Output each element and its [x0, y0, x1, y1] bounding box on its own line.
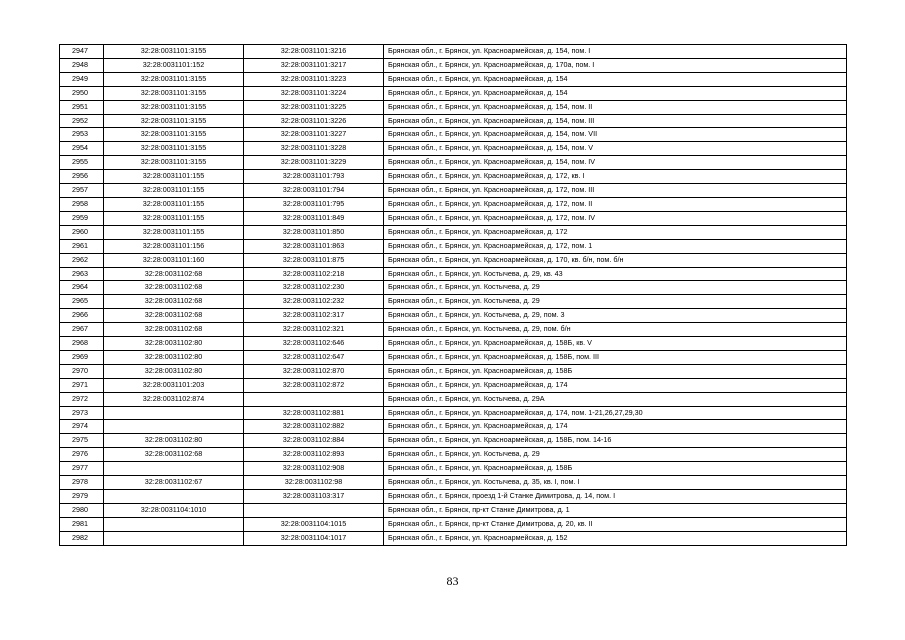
- table-row: [60, 100, 847, 114]
- cadastral-number-cell: [244, 392, 384, 406]
- parent-cadastral-number-cell: 32:28:0031101:3155: [104, 86, 244, 100]
- parent-cadastral-number-cell: 32:28:0031102:68: [104, 309, 244, 323]
- cadastral-number-cell: 32:28:0031102:893: [244, 448, 384, 462]
- row-number-cell: 2965: [60, 295, 104, 309]
- parent-cadastral-number-cell: 32:28:0031101:155: [104, 197, 244, 211]
- parent-cadastral-number-cell: 32:28:0031102:68: [104, 267, 244, 281]
- row-number-cell: 2962: [60, 253, 104, 267]
- row-number-cell: 2961: [60, 239, 104, 253]
- row-number-cell: 2970: [60, 364, 104, 378]
- table-row: [60, 378, 847, 392]
- row-number-cell: 2960: [60, 225, 104, 239]
- parent-cadastral-number-cell: 32:28:0031102:874: [104, 392, 244, 406]
- table-row: [60, 225, 847, 239]
- address-cell: Брянская обл., г. Брянск, ул. Красноармейская, д. 158Б: [384, 462, 847, 476]
- address-cell: Брянская обл., г. Брянск, ул. Красноармейская, д. 174: [384, 378, 847, 392]
- table-row: [60, 517, 847, 531]
- address-cell: Брянская обл., г. Брянск, ул. Красноармейская, д. 158Б, пом. III: [384, 350, 847, 364]
- address-cell: Брянская обл., г. Брянск, ул. Красноармейская, д. 154, пом. IV: [384, 156, 847, 170]
- address-cell: Брянская обл., г. Брянск, ул. Костычева, д. 29, пом. б/н: [384, 323, 847, 337]
- table-row: [60, 142, 847, 156]
- parent-cadastral-number-cell: [104, 420, 244, 434]
- cadastral-number-cell: 32:28:0031101:3223: [244, 72, 384, 86]
- row-number-cell: 2952: [60, 114, 104, 128]
- cadastral-number-cell: 32:28:0031101:795: [244, 197, 384, 211]
- row-number-cell: 2966: [60, 309, 104, 323]
- address-cell: Брянская обл., г. Брянск, ул. Красноармейская, д. 154, пом. III: [384, 114, 847, 128]
- table-row: [60, 309, 847, 323]
- table-row: [60, 114, 847, 128]
- parent-cadastral-number-cell: 32:28:0031102:80: [104, 434, 244, 448]
- parent-cadastral-number-cell: 32:28:0031102:68: [104, 281, 244, 295]
- parent-cadastral-number-cell: 32:28:0031101:3155: [104, 156, 244, 170]
- parent-cadastral-number-cell: 32:28:0031102:67: [104, 476, 244, 490]
- cadastral-number-cell: 32:28:0031101:3226: [244, 114, 384, 128]
- address-cell: Брянская обл., г. Брянск, ул. Костычева, д. 29А: [384, 392, 847, 406]
- row-number-cell: 2974: [60, 420, 104, 434]
- row-number-cell: 2975: [60, 434, 104, 448]
- row-number-cell: 2979: [60, 490, 104, 504]
- table-row: [60, 128, 847, 142]
- table-row: [60, 86, 847, 100]
- cadastral-number-cell: 32:28:0031102:881: [244, 406, 384, 420]
- address-cell: Брянская обл., г. Брянск, ул. Красноармейская, д. 172, кв. I: [384, 170, 847, 184]
- cadastral-number-cell: 32:28:0031102:882: [244, 420, 384, 434]
- parent-cadastral-number-cell: 32:28:0031101:3155: [104, 72, 244, 86]
- cadastral-number-cell: 32:28:0031102:232: [244, 295, 384, 309]
- parent-cadastral-number-cell: 32:28:0031101:155: [104, 170, 244, 184]
- parent-cadastral-number-cell: 32:28:0031101:152: [104, 58, 244, 72]
- parent-cadastral-number-cell: 32:28:0031101:155: [104, 211, 244, 225]
- cadastral-number-cell: 32:28:0031101:3225: [244, 100, 384, 114]
- address-cell: Брянская обл., г. Брянск, ул. Красноармейская, д. 174, пом. 1-21,26,27,29,30: [384, 406, 847, 420]
- parent-cadastral-number-cell: 32:28:0031101:3155: [104, 114, 244, 128]
- row-number-cell: 2963: [60, 267, 104, 281]
- address-cell: Брянская обл., г. Брянск, пр-кт Станке Димитрова, д. 20, кв. II: [384, 517, 847, 531]
- cadastral-number-cell: 32:28:0031102:218: [244, 267, 384, 281]
- parent-cadastral-number-cell: 32:28:0031101:155: [104, 225, 244, 239]
- address-cell: Брянская обл., г. Брянск, ул. Красноармейская, д. 170а, пом. I: [384, 58, 847, 72]
- parent-cadastral-number-cell: 32:28:0031102:80: [104, 350, 244, 364]
- cadastral-number-cell: 32:28:0031102:230: [244, 281, 384, 295]
- cadastral-number-cell: 32:28:0031101:863: [244, 239, 384, 253]
- parent-cadastral-number-cell: [104, 490, 244, 504]
- row-number-cell: 2951: [60, 100, 104, 114]
- table-row: [60, 184, 847, 198]
- cadastral-number-cell: 32:28:0031103:317: [244, 490, 384, 504]
- address-cell: Брянская обл., г. Брянск, ул. Красноармейская, д. 154: [384, 86, 847, 100]
- address-cell: Брянская обл., г. Брянск, ул. Красноармейская, д. 174: [384, 420, 847, 434]
- address-cell: Брянская обл., г. Брянск, ул. Красноармейская, д. 152: [384, 531, 847, 545]
- address-cell: Брянская обл., г. Брянск, ул. Красноармейская, д. 158Б: [384, 364, 847, 378]
- table-row: [60, 156, 847, 170]
- row-number-cell: 2957: [60, 184, 104, 198]
- row-number-cell: 2948: [60, 58, 104, 72]
- row-number-cell: 2949: [60, 72, 104, 86]
- address-cell: Брянская обл., г. Брянск, ул. Красноармейская, д. 154, пом. VII: [384, 128, 847, 142]
- address-cell: Брянская обл., г. Брянск, ул. Костычева, д. 29: [384, 448, 847, 462]
- table-row: [60, 323, 847, 337]
- address-cell: Брянская обл., г. Брянск, ул. Красноармейская, д. 158Б, пом. 14-16: [384, 434, 847, 448]
- address-cell: Брянская обл., г. Брянск, ул. Красноармейская, д. 172, пом. II: [384, 197, 847, 211]
- address-cell: Брянская обл., г. Брянск, ул. Костычева, д. 29, пом. 3: [384, 309, 847, 323]
- page-number: 83: [446, 574, 459, 588]
- cadastral-number-cell: 32:28:0031101:849: [244, 211, 384, 225]
- parent-cadastral-number-cell: 32:28:0031101:155: [104, 184, 244, 198]
- cadastral-number-cell: 32:28:0031101:875: [244, 253, 384, 267]
- address-cell: Брянская обл., г. Брянск, ул. Костычева, д. 35, кв. I, пом. I: [384, 476, 847, 490]
- row-number-cell: 2981: [60, 517, 104, 531]
- cadastral-number-cell: 32:28:0031101:3227: [244, 128, 384, 142]
- row-number-cell: 2953: [60, 128, 104, 142]
- table-row: [60, 462, 847, 476]
- table-row: [60, 476, 847, 490]
- parent-cadastral-number-cell: 32:28:0031101:3155: [104, 128, 244, 142]
- parent-cadastral-number-cell: 32:28:0031104:1010: [104, 503, 244, 517]
- table-row: [60, 197, 847, 211]
- cadastral-number-cell: 32:28:0031101:3229: [244, 156, 384, 170]
- table-row: [60, 350, 847, 364]
- table-row: [60, 392, 847, 406]
- address-cell: Брянская обл., г. Брянск, ул. Красноармейская, д. 172, пом. 1: [384, 239, 847, 253]
- row-number-cell: 2972: [60, 392, 104, 406]
- cadastral-number-cell: 32:28:0031102:870: [244, 364, 384, 378]
- address-cell: Брянская обл., г. Брянск, ул. Красноармейская, д. 154, пом. II: [384, 100, 847, 114]
- row-number-cell: 2982: [60, 531, 104, 545]
- row-number-cell: 2977: [60, 462, 104, 476]
- address-cell: Брянская обл., г. Брянск, пр-кт Станке Димитрова, д. 1: [384, 503, 847, 517]
- row-number-cell: 2976: [60, 448, 104, 462]
- table-row: [60, 364, 847, 378]
- cadastral-number-cell: 32:28:0031102:647: [244, 350, 384, 364]
- cadastral-number-cell: 32:28:0031101:3217: [244, 58, 384, 72]
- cadastral-number-cell: [244, 503, 384, 517]
- row-number-cell: 2969: [60, 350, 104, 364]
- parent-cadastral-number-cell: 32:28:0031101:3155: [104, 45, 244, 59]
- table-row: [60, 406, 847, 420]
- row-number-cell: 2950: [60, 86, 104, 100]
- parent-cadastral-number-cell: 32:28:0031102:80: [104, 337, 244, 351]
- table-row: [60, 211, 847, 225]
- cadastral-number-cell: 32:28:0031102:98: [244, 476, 384, 490]
- address-cell: Брянская обл., г. Брянск, ул. Костычева, д. 29, кв. 43: [384, 267, 847, 281]
- parent-cadastral-number-cell: 32:28:0031102:68: [104, 323, 244, 337]
- row-number-cell: 2971: [60, 378, 104, 392]
- row-number-cell: 2959: [60, 211, 104, 225]
- parent-cadastral-number-cell: 32:28:0031102:68: [104, 295, 244, 309]
- table-row: [60, 281, 847, 295]
- row-number-cell: 2956: [60, 170, 104, 184]
- table-row: [60, 420, 847, 434]
- table-row: [60, 448, 847, 462]
- cadastral-number-cell: 32:28:0031102:908: [244, 462, 384, 476]
- table-row: [60, 337, 847, 351]
- row-number-cell: 2947: [60, 45, 104, 59]
- address-cell: Брянская обл., г. Брянск, ул. Красноармейская, д. 154: [384, 72, 847, 86]
- parent-cadastral-number-cell: 32:28:0031102:80: [104, 364, 244, 378]
- parent-cadastral-number-cell: [104, 517, 244, 531]
- cadastral-number-cell: 32:28:0031104:1017: [244, 531, 384, 545]
- address-cell: Брянская обл., г. Брянск, ул. Красноармейская, д. 172: [384, 225, 847, 239]
- address-cell: Брянская обл., г. Брянск, ул. Красноармейская, д. 170, кв. б/н, пом. б/н: [384, 253, 847, 267]
- table-row: [60, 490, 847, 504]
- cadastral-number-cell: 32:28:0031101:850: [244, 225, 384, 239]
- table-row: [60, 170, 847, 184]
- table-row: [60, 58, 847, 72]
- row-number-cell: 2973: [60, 406, 104, 420]
- cadastral-number-cell: 32:28:0031102:646: [244, 337, 384, 351]
- table-row: [60, 503, 847, 517]
- table-body: [60, 45, 847, 546]
- table-row: [60, 531, 847, 545]
- table-row: [60, 239, 847, 253]
- table-row: [60, 434, 847, 448]
- row-number-cell: 2978: [60, 476, 104, 490]
- parent-cadastral-number-cell: 32:28:0031102:68: [104, 448, 244, 462]
- table-row: [60, 72, 847, 86]
- row-number-cell: 2958: [60, 197, 104, 211]
- parent-cadastral-number-cell: 32:28:0031101:160: [104, 253, 244, 267]
- address-cell: Брянская обл., г. Брянск, ул. Красноармейская, д. 154, пом. V: [384, 142, 847, 156]
- row-number-cell: 2955: [60, 156, 104, 170]
- cadastral-table: [59, 44, 847, 546]
- row-number-cell: 2968: [60, 337, 104, 351]
- cadastral-number-cell: 32:28:0031102:321: [244, 323, 384, 337]
- row-number-cell: 2980: [60, 503, 104, 517]
- parent-cadastral-number-cell: 32:28:0031101:203: [104, 378, 244, 392]
- cadastral-number-cell: 32:28:0031104:1015: [244, 517, 384, 531]
- table-row: [60, 267, 847, 281]
- parent-cadastral-number-cell: [104, 531, 244, 545]
- table-row: [60, 295, 847, 309]
- row-number-cell: 2954: [60, 142, 104, 156]
- parent-cadastral-number-cell: [104, 406, 244, 420]
- table-row: [60, 253, 847, 267]
- address-cell: Брянская обл., г. Брянск, ул. Костычева, д. 29: [384, 295, 847, 309]
- parent-cadastral-number-cell: 32:28:0031101:3155: [104, 100, 244, 114]
- cadastral-number-cell: 32:28:0031101:793: [244, 170, 384, 184]
- cadastral-number-cell: 32:28:0031102:884: [244, 434, 384, 448]
- table-row: [60, 45, 847, 59]
- cadastral-number-cell: 32:28:0031101:794: [244, 184, 384, 198]
- address-cell: Брянская обл., г. Брянск, ул. Костычева, д. 29: [384, 281, 847, 295]
- row-number-cell: 2964: [60, 281, 104, 295]
- cadastral-number-cell: 32:28:0031101:3224: [244, 86, 384, 100]
- address-cell: Брянская обл., г. Брянск, ул. Красноармейская, д. 154, пом. I: [384, 45, 847, 59]
- cadastral-number-cell: 32:28:0031101:3228: [244, 142, 384, 156]
- cadastral-number-cell: 32:28:0031102:872: [244, 378, 384, 392]
- cadastral-number-cell: 32:28:0031101:3216: [244, 45, 384, 59]
- address-cell: Брянская обл., г. Брянск, проезд 1-й Станке Димитрова, д. 14, пом. I: [384, 490, 847, 504]
- parent-cadastral-number-cell: 32:28:0031101:3155: [104, 142, 244, 156]
- parent-cadastral-number-cell: [104, 462, 244, 476]
- parent-cadastral-number-cell: 32:28:0031101:156: [104, 239, 244, 253]
- row-number-cell: 2967: [60, 323, 104, 337]
- cadastral-number-cell: 32:28:0031102:317: [244, 309, 384, 323]
- address-cell: Брянская обл., г. Брянск, ул. Красноармейская, д. 172, пом. III: [384, 184, 847, 198]
- address-cell: Брянская обл., г. Брянск, ул. Красноармейская, д. 172, пом. IV: [384, 211, 847, 225]
- address-cell: Брянская обл., г. Брянск, ул. Красноармейская, д. 158Б, кв. V: [384, 337, 847, 351]
